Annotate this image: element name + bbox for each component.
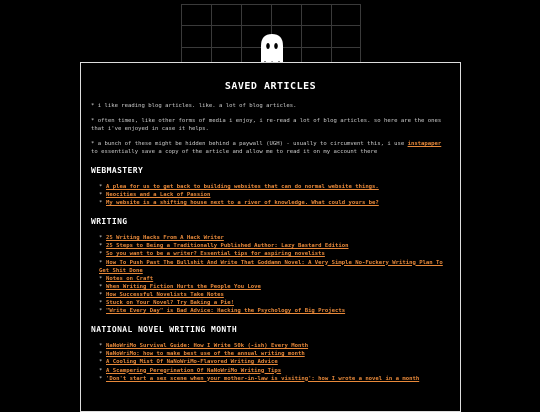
intro-paragraph-2: * often times, like other forms of media i enjoy, i re-read a lot of blog articles. so here are the ones that i've enjoyed in case it helps.	[91, 118, 442, 132]
list-item: * 25 Steps to Being a Traditionally Published Author: Lazy Bastard Edition	[99, 243, 349, 250]
list-item: * A plea for us to get back to building websites that can do normal website things.	[99, 184, 379, 190]
article-link[interactable]: So you want to be a writer? Essential tips for aspiring novelists	[106, 251, 325, 258]
article-link[interactable]: NaNoWriMo: how to make best use of the annual writing month	[106, 351, 305, 358]
list-item: * My website is a shifting house next to a river of knowledge. What could yours be?	[99, 200, 379, 207]
intro-paragraph-3	[91, 140, 450, 156]
section-heading-webmastery: WEBMASTERY	[91, 166, 144, 175]
list-item: * A Cooling Mist Of NaNoWriMo-Flavored Writing Advice	[99, 359, 278, 366]
ghost-icon	[255, 32, 289, 66]
list-item: * How Successful Novelists Take Notes	[99, 291, 224, 298]
list-item: * 'Don't start a sex scene when your mother-in-law is visiting': how I wrote a novel in a month	[99, 375, 420, 382]
article-link[interactable]: A Scampering Peregrination Of NaNoWriMo Writing Tips	[106, 367, 282, 374]
intro-text-before-link: * a bunch of these might be hidden behind a paywall (UGH) - usually to circumvent this, i use	[91, 141, 408, 147]
list-item: * So you want to be a writer? Essential tips for aspiring novelists	[99, 251, 325, 258]
article-link[interactable]: 25 Steps to Being a Traditionally Published Author: Lazy Bastard Edition	[106, 243, 349, 250]
page-title: SAVED ARTICLES	[224, 81, 317, 92]
article-list-webmastery	[91, 183, 450, 207]
article-link[interactable]: A plea for us to get back to building websites that can do normal website things.	[106, 184, 379, 190]
instapaper-link[interactable]: instapaper	[407, 141, 442, 147]
article-link[interactable]: Notes on Craft	[106, 275, 154, 282]
list-item: * Neocities and a Lack of Passion	[99, 192, 211, 199]
list-item: * NaNoWriMo Survival Guide: How I Write 50k (-ish) Every Month	[99, 343, 309, 350]
article-link[interactable]: My website is a shifting house next to a river of knowledge. What could yours be?	[106, 200, 379, 207]
list-item: * How To Push Past The Bullshit And Write That Goddamn Novel: A Very Simple No-Fuckery Writing Plan To Get Shit Done	[99, 259, 443, 274]
article-link[interactable]: Neocities and a Lack of Passion	[106, 192, 211, 199]
article-link[interactable]: 'Don't start a sex scene when your mother-in-law is visiting': how I wrote a novel in a month	[106, 375, 420, 382]
saved-articles-panel	[80, 62, 461, 412]
list-item: * NaNoWriMo: how to make best use of the annual writing month	[99, 351, 305, 358]
list-item: * "Write Every Day" is Bad Advice: Hacking the Psychology of Big Projects	[99, 308, 346, 315]
article-link[interactable]: How Successful Novelists Take Notes	[106, 291, 224, 298]
article-link[interactable]: Stuck on Your Novel? Try Baking a Pie!	[106, 300, 234, 307]
article-link[interactable]: 25 Writing Hacks From A Hack Writer	[106, 235, 224, 242]
list-item: * When Writing Fiction Hurts the People You Love	[99, 283, 261, 290]
list-item: * Notes on Craft	[99, 275, 154, 282]
intro-paragraph-1: * i like reading blog articles. like. a lot of blog articles.	[91, 103, 297, 109]
article-link[interactable]: When Writing Fiction Hurts the People You Love	[106, 283, 261, 290]
section-heading-nanowrimo: NATIONAL NOVEL WRITING MONTH	[91, 325, 238, 335]
list-item: * Stuck on Your Novel? Try Baking a Pie!	[99, 300, 234, 307]
article-list-writing	[91, 234, 450, 315]
list-item: * A Scampering Peregrination Of NaNoWriMo Writing Tips	[99, 367, 282, 374]
list-item: * 25 Writing Hacks From A Hack Writer	[99, 235, 224, 242]
section-heading-writing: WRITING	[91, 217, 128, 227]
article-link[interactable]: A Cooling Mist Of NaNoWriMo-Flavored Writing Advice	[106, 359, 278, 366]
intro-text-after-link: to essentially save a copy of the article and allow me to read it on my account there	[91, 149, 378, 155]
article-link[interactable]: How To Push Past The Bullshit And Write That Goddamn Novel: A Very Simple No-Fuckery Writing Plan To Get Shit Done	[99, 259, 443, 274]
article-list-nanowrimo	[91, 342, 450, 382]
article-link[interactable]: "Write Every Day" is Bad Advice: Hacking the Psychology of Big Projects	[106, 308, 346, 315]
article-link[interactable]: NaNoWriMo Survival Guide: How I Write 50k (-ish) Every Month	[106, 343, 309, 350]
